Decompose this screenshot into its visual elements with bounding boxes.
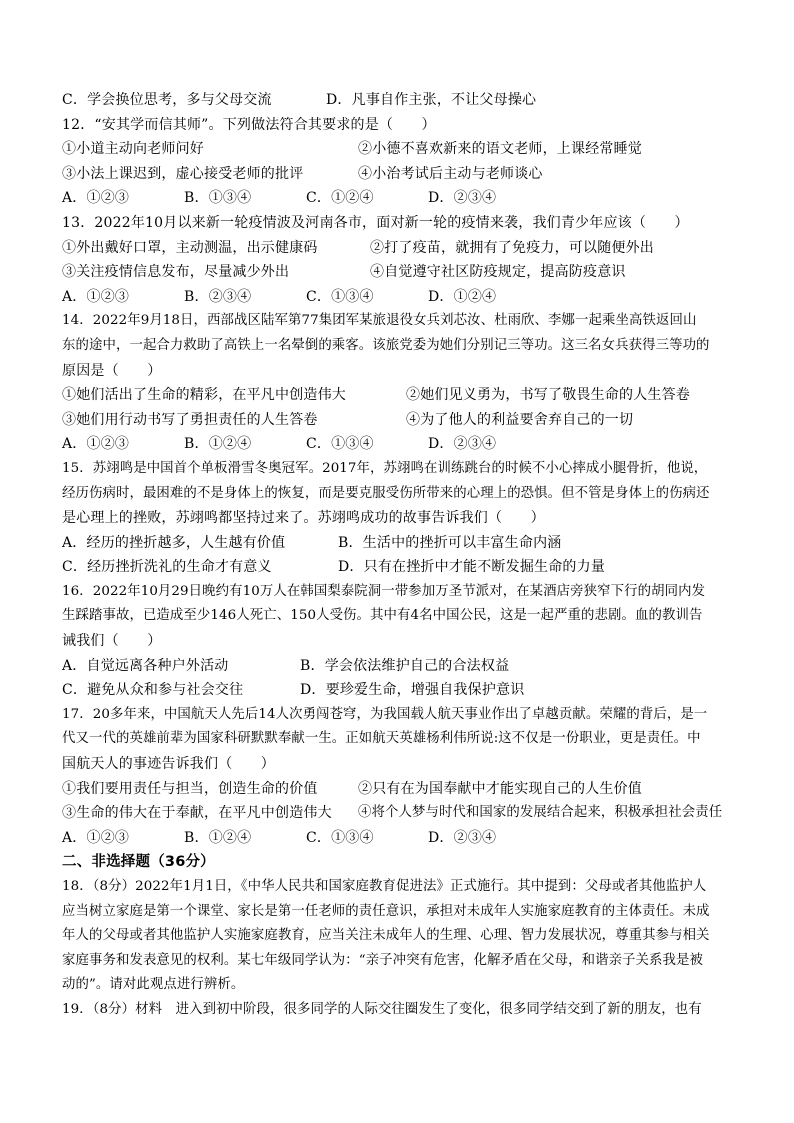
q17-statement-3: ③生命的伟大在于奉献，在平凡中创造伟大 <box>62 805 332 822</box>
q17-statement-4: ④将个人梦与时代和国家的发展结合起来，积极承担社会责任 <box>358 805 723 821</box>
q17-option-d: D．②③④ <box>428 829 497 846</box>
q12-option-a: A．①②③ <box>62 190 130 207</box>
q14-stem-line3: 原因是（ ） <box>62 362 162 379</box>
q13-option-c: C．①③④ <box>306 288 374 305</box>
q17-option-b: B．①②④ <box>184 829 252 846</box>
q11-option-d: D．凡事自作主张，不让父母操心 <box>326 92 537 108</box>
q14-statement-4: ④为了他人的利益要舍弃自己的一切 <box>406 411 634 428</box>
q14-option-b: B．①②④ <box>184 436 252 453</box>
q15-option-b: B．生活中的挫折可以丰富生命内涵 <box>338 534 562 551</box>
q18-line2: 应当树立家庭是第一个课堂、家长是第一任老师的责任意识，承担对未成年人实施家庭教育的主体责任。未成 <box>62 903 710 919</box>
q14-options <box>62 432 738 457</box>
q12-statements-row2 <box>62 162 738 187</box>
section2-title: 二、非选择题（36分） <box>62 854 215 871</box>
q13-option-b: B．②③④ <box>184 288 252 305</box>
q12-statement-1: ①小道主动向老师问好 <box>62 141 204 158</box>
q14-option-c: C．①③④ <box>306 436 374 453</box>
q17-stem-line2: 代又一代的英雄前辈为国家科研默默奉献一生。正如航天英雄杨利伟所说:这不仅是一份职业，更是责任。中 <box>62 731 701 747</box>
q18-line5: 动的”。请对此观点进行辨析。 <box>62 977 245 993</box>
q16-option-a: A．自觉远离各种户外活动 <box>62 657 229 674</box>
q13-statement-1: ①外出戴好口罩，主动测温，出示健康码 <box>62 239 318 256</box>
q13-statement-3: ③关注疫情信息发布，尽量减少外出 <box>62 264 290 281</box>
q17-statement-1: ①我们要用责任与担当，创造生命的价值 <box>62 780 318 797</box>
q12-statement-3: ③小法上课迟到，虚心接受老师的批评 <box>62 165 304 182</box>
q16-option-b: B．学会依法维护自己的合法权益 <box>300 657 510 674</box>
q13-statement-2: ②打了疫苗，就拥有了免疫力，可以随便外出 <box>370 239 654 256</box>
q12-statements-row1 <box>62 137 738 162</box>
q14-stem-line1: 14．2022年9月18日，西部战区陆军第77集团军某旅退役女兵刘芯汝、杜雨欣、李娜一起乘坐高铁返回山 <box>62 313 697 329</box>
q13-option-d: D．①②④ <box>428 288 497 305</box>
q15-options-row2 <box>62 555 738 580</box>
q12-options <box>62 186 738 211</box>
q14-stem-line2: 东的途中，一起合力救助了高铁上一名晕倒的乘客。该旅党委为她们分别记三等功。这三名女兵获得三等功的 <box>62 337 710 353</box>
q15-stem-line2: 经历伤病时，最困难的不是身体上的恢复，而是要克服受伤所带来的心理上的恐惧。但不管是身体上的伤病还 <box>62 485 710 501</box>
q13-stem: 13．2022年10月以来新一轮疫情波及河南各市，面对新一轮的疫情来袭，我们青少年应该（ ） <box>62 214 689 231</box>
q17-option-a: A．①②③ <box>62 829 130 846</box>
q18-line3: 年人的父母或者其他监护人实施家庭教育，应当关注未成年人的生理、心理、智力发展状况，尊重其参与相关 <box>62 928 710 944</box>
q15-stem-line1: 15．苏翊鸣是中国首个单板滑雪冬奥冠军。2017年，苏翊鸣在训练跳台的时候不小心摔成小腿骨折，他说， <box>62 460 708 476</box>
q17-statements-row1 <box>62 777 738 802</box>
q19-line1: 19．（8分）材料 进入到初中阶段，很多同学的人际交往圈发生了变化，很多同学结交到了新的朋友，也有 <box>62 1001 702 1017</box>
q12-stem: 12．“安其学而信其师”。下列做法符合其要求的是（ ） <box>62 116 436 133</box>
q17-statements-row2 <box>62 801 738 826</box>
q13-statements-row2 <box>62 260 738 285</box>
q13-statement-4: ④自觉遵守社区防疫规定，提高防疫意识 <box>370 264 626 281</box>
q17-statement-2: ②只有在为国奉献中才能实现自己的人生价值 <box>358 780 642 797</box>
q14-statements-row2 <box>62 408 738 433</box>
q14-option-a: A．①②③ <box>62 436 130 453</box>
q14-statement-2: ②她们见义勇为，书写了敬畏生命的人生答卷 <box>406 387 690 404</box>
q15-option-a: A．经历的挫折越多，人生越有价值 <box>62 534 286 551</box>
q12-option-d: D．②③④ <box>428 190 497 207</box>
q12-statement-4: ④小治考试后主动与老师谈心 <box>358 165 543 182</box>
q11-options <box>62 88 738 113</box>
q13-statements-row1 <box>62 236 738 261</box>
q17-stem-line3: 国航天人的事迹告诉我们（ ） <box>62 756 275 773</box>
q15-options-row1 <box>62 531 738 556</box>
q15-stem-line3: 是心理上的挫败，苏翊鸣都坚持过来了。苏翊鸣成功的故事告诉我们（ ） <box>62 510 545 527</box>
q16-stem-line2: 生踩踏事故，已造成至少146人死亡、150人受伤。其中有4名中国公民，这是一起严重的悲剧。血的教训告 <box>62 608 703 624</box>
q12-statement-2: ②小德不喜欢新来的语文老师，上课经常睡觉 <box>358 141 642 158</box>
q15-option-c: C．经历挫折洗礼的生命才有意义 <box>62 559 272 576</box>
q13-option-a: A．①②③ <box>62 288 130 305</box>
q17-options <box>62 826 738 851</box>
q14-statement-3: ③她们用行动书写了勇担责任的人生答卷 <box>62 411 318 428</box>
q16-option-c: C．避免从众和参与社会交往 <box>62 682 244 699</box>
q15-option-d: D．只有在挫折中才能不断发掘生命的力量 <box>338 559 606 576</box>
q16-options-row2 <box>62 678 738 703</box>
q14-option-d: D．②③④ <box>428 436 497 453</box>
q12-option-b: B．①③④ <box>184 190 252 207</box>
q16-stem-line1: 16．2022年10月29日晚约有10万人在韩国梨泰院洞一带参加万圣节派对，在某酒店旁狭窄下行的胡同内发 <box>62 583 706 599</box>
q16-stem-line3: 诫我们（ ） <box>62 633 162 650</box>
q12-option-c: C．①②④ <box>306 190 374 207</box>
q16-options-row1 <box>62 654 738 679</box>
q16-option-d: D．要珍爱生命，增强自我保护意识 <box>300 682 525 699</box>
q18-line4: 家庭事务和发表意见的权利。某七年级同学认为：“亲子冲突有危害，化解矛盾在父母，和谐亲子关系我是被 <box>62 952 704 968</box>
q17-stem-line1: 17．20多年来，中国航天人先后14人次勇闯苍穹，为我国载人航天事业作出了卓越贡献。荣耀的背后，是一 <box>62 706 708 722</box>
q17-option-c: C．①③④ <box>306 829 374 846</box>
exam-page <box>62 88 738 1023</box>
q14-statements-row1 <box>62 383 738 408</box>
q18-line1: 18．（8分）2022年1月1日，《中华人民共和国家庭教育促进法》正式施行。其中提到：父母或者其他监护人 <box>62 879 707 894</box>
q13-options <box>62 285 738 310</box>
q14-statement-1: ①她们活出了生命的精彩，在平凡中创造伟大 <box>62 387 346 404</box>
q11-option-c: C．学会换位思考，多与父母交流 <box>62 92 272 108</box>
